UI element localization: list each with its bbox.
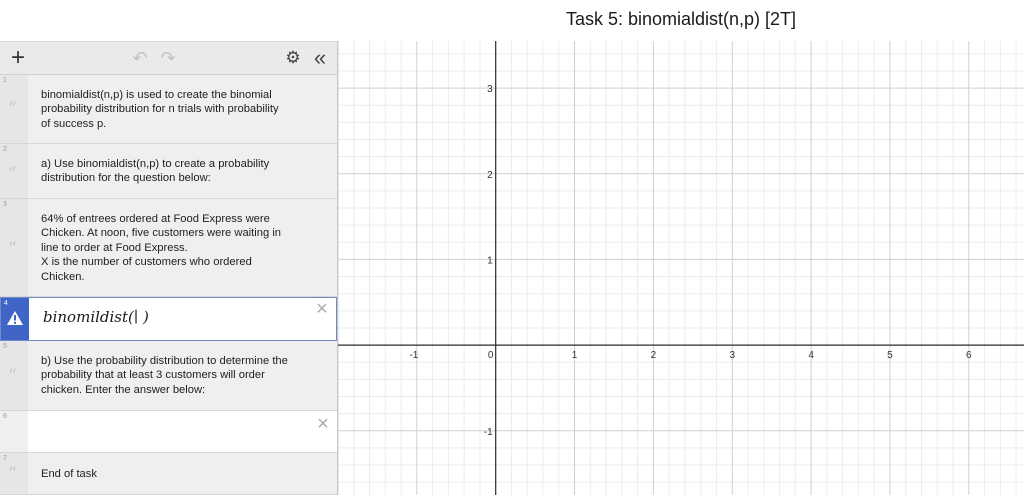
graph-canvas[interactable] [338, 41, 1024, 495]
close-icon[interactable]: × [316, 298, 328, 320]
gear-icon[interactable]: ⚙ [285, 48, 301, 67]
row-number: 7 [3, 455, 7, 462]
x-tick-label: 4 [808, 350, 814, 362]
row-number: 1 [3, 77, 7, 84]
graph-paper[interactable] [338, 41, 1024, 495]
row-gutter [0, 75, 28, 143]
expression-row-6[interactable] [0, 411, 337, 453]
redo-icon[interactable]: ↷ [160, 48, 176, 68]
x-tick-label: 1 [571, 350, 578, 362]
y-tick-label: 2 [487, 169, 493, 181]
x-tick-label: -1 [409, 350, 419, 362]
row-number: 2 [3, 146, 7, 153]
expression-toolbar [0, 41, 337, 75]
note-text[interactable]: binomialdist(n,p) is used to create the binomial probability distribution for n trials with probability of success p. [41, 89, 279, 130]
x-tick-label: 6 [966, 350, 972, 362]
note-row-7[interactable] [0, 453, 337, 495]
note-row-3[interactable] [0, 199, 337, 297]
note-text[interactable]: End of task [41, 468, 97, 480]
row-gutter [0, 453, 28, 494]
expression-row-4[interactable] [0, 297, 337, 341]
row-gutter [1, 298, 29, 340]
y-tick-label: 1 [487, 255, 493, 267]
row-number: 4 [4, 300, 8, 307]
row-gutter [0, 144, 28, 198]
quote-icon: “ [8, 464, 17, 484]
x-tick-label: 5 [887, 350, 893, 362]
note-text[interactable]: 64% of entrees ordered at Food Express were Chicken. At noon, five customers were waiting in line to order at Food Express. X is the number of customers who ordered Chicken. [41, 213, 282, 283]
quote-icon: “ [8, 164, 17, 184]
note-row-5[interactable] [0, 341, 337, 411]
warning-icon[interactable] [6, 310, 24, 326]
quote-icon: “ [8, 239, 17, 259]
x-tick-label: 0 [487, 350, 494, 362]
page-title: Task 5: binomialdist(n,p) [2T] [565, 9, 797, 29]
x-tick-label: 2 [650, 350, 657, 362]
collapse-panel-icon[interactable]: « [313, 45, 327, 70]
row-number: 3 [3, 201, 7, 208]
row-number: 5 [3, 343, 7, 350]
undo-icon[interactable]: ↶ [132, 48, 148, 68]
note-text[interactable]: a) Use binomialdist(n,p) to create a probability distribution for the question below: [41, 158, 270, 185]
add-expression-button[interactable]: + [10, 44, 25, 71]
note-row-2[interactable] [0, 144, 337, 199]
close-icon[interactable]: × [317, 413, 329, 435]
title-bar [0, 0, 1024, 41]
row-gutter [0, 199, 28, 296]
row-gutter [0, 341, 28, 410]
expression-input[interactable]: binomildist(∣ ) [43, 308, 149, 326]
y-tick-label: 3 [487, 84, 493, 96]
quote-icon: “ [8, 366, 17, 386]
row-number: 6 [3, 413, 7, 420]
y-tick-label: -1 [483, 426, 493, 438]
note-text[interactable]: b) Use the probability distribution to determine the probability that at least 3 customers will order chicken. Enter the answer below: [41, 355, 288, 396]
x-tick-label: 3 [729, 350, 736, 362]
expression-list [0, 41, 338, 495]
quote-icon: “ [8, 99, 17, 119]
row-gutter [0, 411, 28, 452]
note-row-1[interactable] [0, 75, 337, 144]
